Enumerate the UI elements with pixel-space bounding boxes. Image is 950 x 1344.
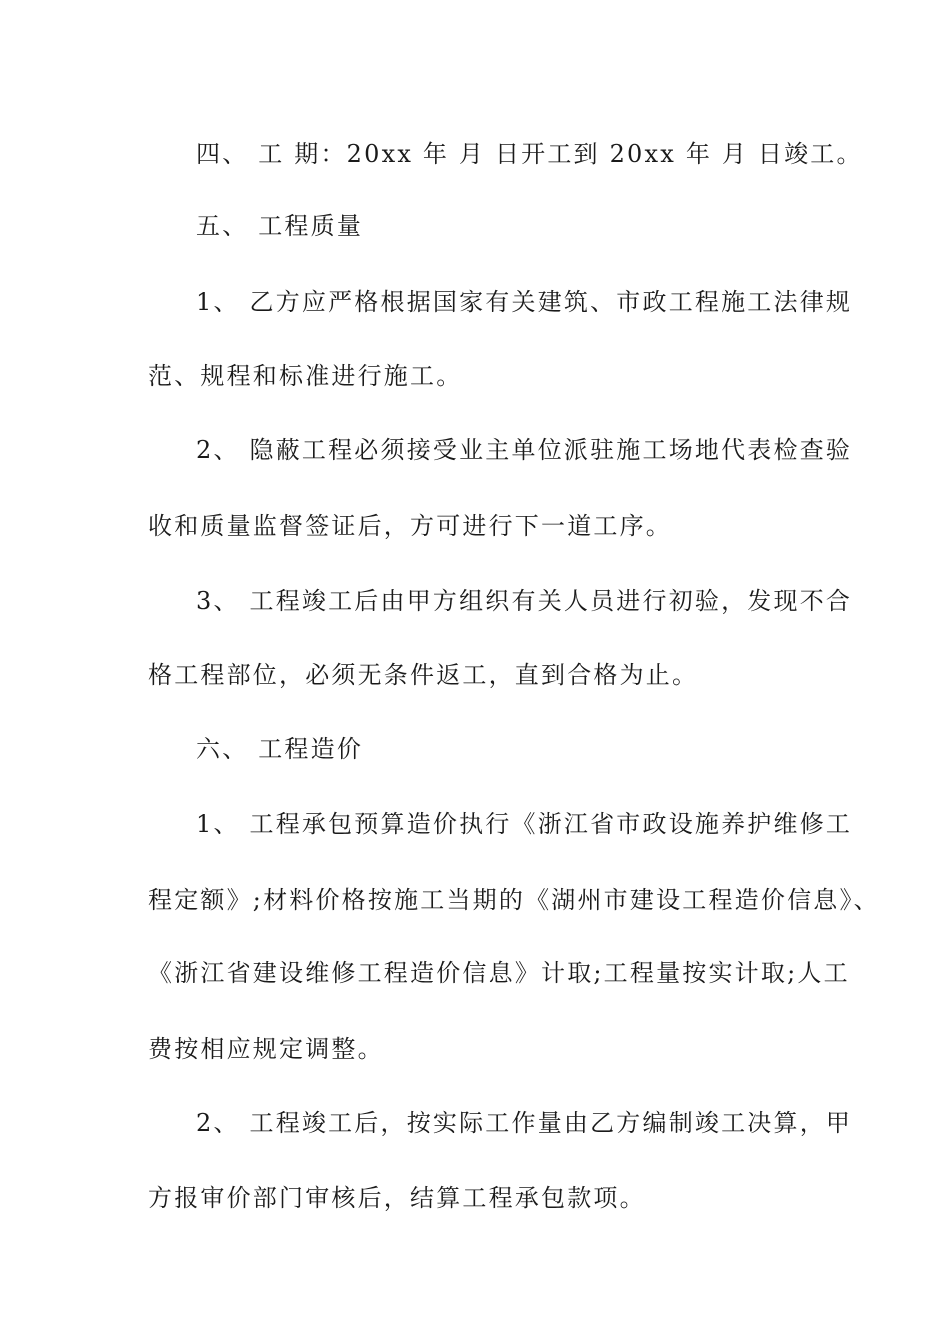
section-5-item-3-line-2: 格工程部位，必须无条件返工，直到合格为止。: [148, 661, 699, 689]
section-5-item-3-line-1: 3、 工程竣工后由甲方组织有关人员进行初验，发现不合: [196, 587, 853, 615]
section-4-construction-period: 四、 工 期：20xx 年 月 日开工到 20xx 年 月 日竣工。: [196, 140, 863, 168]
section-6-item-1-line-2: 程定额》;材料价格按施工当期的《湖州市建设工程造价信息》、: [148, 886, 880, 914]
section-6-item-1-line-3: 《浙江省建设维修工程造价信息》计取;工程量按实计取;人工: [148, 959, 850, 987]
section-6-heading: 六、 工程造价: [196, 735, 364, 763]
section-6-item-2-line-1: 2、 工程竣工后，按实际工作量由乙方编制竣工决算，甲: [196, 1109, 853, 1137]
section-5-heading: 五、 工程质量: [196, 212, 364, 240]
section-5-item-2-line-2: 收和质量监督签证后，方可进行下一道工序。: [148, 512, 672, 540]
section-5-item-2-line-1: 2、 隐蔽工程必须接受业主单位派驻施工场地代表检查验: [196, 436, 853, 464]
section-5-item-1-line-1: 1、 乙方应严格根据国家有关建筑、市政工程施工法律规: [196, 288, 853, 316]
section-5-item-1-line-2: 范、规程和标准进行施工。: [148, 362, 463, 390]
section-6-item-1-line-4: 费按相应规定调整。: [148, 1035, 384, 1063]
section-6-item-2-line-2: 方报审价部门审核后，结算工程承包款项。: [148, 1184, 646, 1212]
section-6-item-1-line-1: 1、 工程承包预算造价执行《浙江省市政设施养护维修工: [196, 810, 853, 838]
